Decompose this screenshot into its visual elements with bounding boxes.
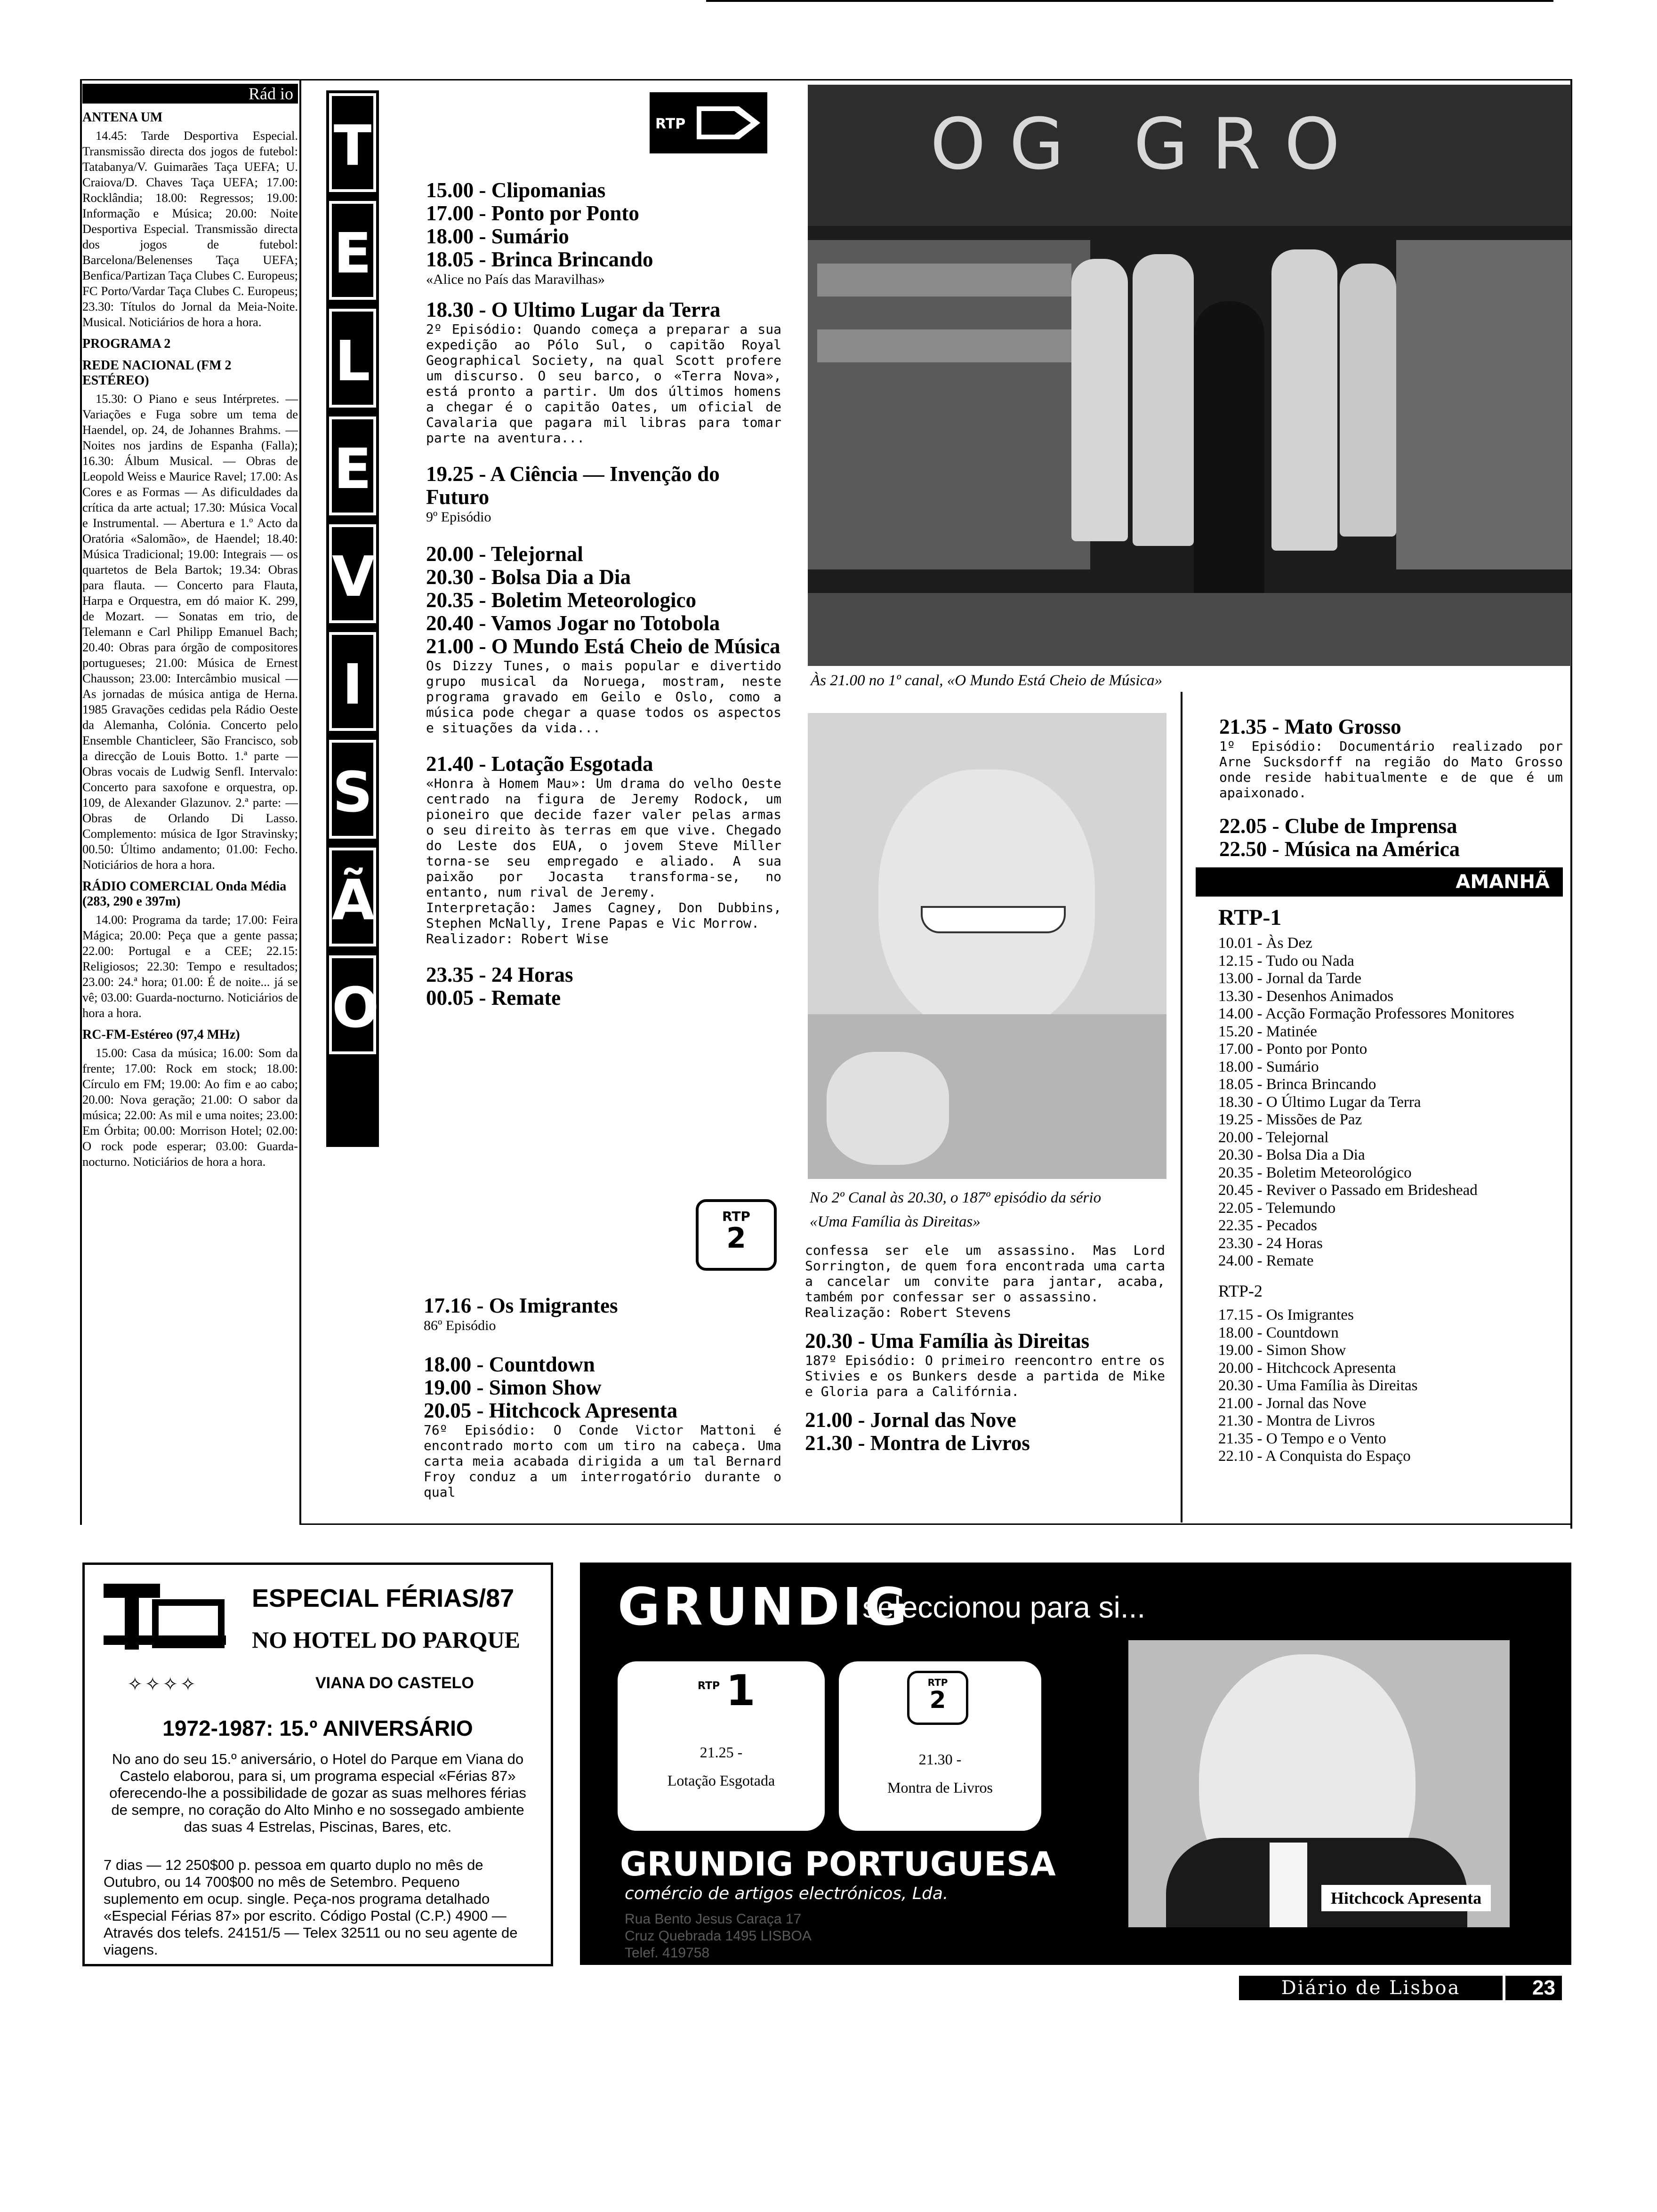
- program-title: 20.30 - Bolsa Dia a Dia: [426, 565, 631, 589]
- schedule-item: 20.00 - Telejornal: [1218, 1129, 1329, 1146]
- program-description: 187º Episódio: O primeiro reencontro entre os Stivies e os Bunkers desde a partida de Mike e Gloria para a Califórnia.: [805, 1353, 1165, 1399]
- band-letter: Ã: [329, 848, 376, 946]
- right-column: [1196, 715, 1563, 1466]
- program-description: confessa ser ele um assassino. Mas Lord Sorrington, de quem fora encontrada uma carta a cancelar um convite para jantar, acaba, também por confessar ser o assassino.: [805, 1242, 1165, 1305]
- schedule-item: 20.45 - Reviver o Passado em Brideshead: [1218, 1182, 1478, 1199]
- radio-column: [82, 84, 298, 1307]
- hotel-ad: [82, 1563, 553, 1966]
- radio-section-title: PROGRAMA 2: [82, 337, 171, 351]
- photo-music-band: [808, 85, 1571, 666]
- program-subtitle: «Alice no País das Maravilhas»: [426, 272, 605, 287]
- schedule-item: 24.00 - Remate: [1218, 1252, 1314, 1269]
- radio-section-text: 15.30: O Piano e seus Intérpretes. — Variações e Fuga sobre um tema de Haendel, op. 24, de Johannes Brahms. — Noites nos jardins de Espanha (Falla); 16.30: Álbum Musical. — Obras de Leopold Weiss e Maurice Ravel; 17.00: As Cores e as Formas — As dificuldades da crítica da arte actual; 17.30: Música Vocal e Instrumental. — Abertura e 1.º Acto da Oratória «Salomão», de Haendel; 18.40: Música Tradicional; 19.00: Integrais — os quartetos de Bela Bartok; 19.34: Obras para flauta. — Concerto para Flauta, Harpa e Orquestra, em dó maior K. 299, de Mozart. — Sonatas em trio, de Telemann e Carl Philipp Emanuel Bach; 20.40: Obras para órgão de compositores portugueses; 21.00: Música de Ernest Chausson; 23.00: Intercâmbio musical — As jornadas de música antiga de Herna. 1985 Gravações cedidas pela Rádio Oeste da Alemanha, Colónia. Concerto pelo Ensemble Chanticleer, São Francisco, sob a direcção de Louis Botto. 1.ª parte — Obras vocais de Ludwig Senfl. Intervalo: Concerto para saxofone e orquestra, op. 109, de Alexander Glazunov. 2.ª parte: — Obras de Orlando Di Lasso. Complemento: música de Igor Stravinsky; 00.50: Último andamento; 01.00: Fecho. Noticiários de hora a hora.: [82, 392, 298, 872]
- program-description: 1º Episódio: Documentário realizado por Arne Sucksdorff na região do Mato Grosso onde reside habitualmente e de que é um apaixonado.: [1219, 738, 1563, 801]
- rtp1-logo-icon: RTP: [650, 92, 767, 153]
- schedule-item: 12.15 - Tudo ou Nada: [1218, 952, 1354, 970]
- hotel-anniversary: 1972-1987: 15.º ANIVERSÁRIO: [162, 1716, 473, 1740]
- program-title: 17.00 - Ponto por Ponto: [426, 201, 639, 225]
- program-title: 00.05 - Remate: [426, 986, 561, 1010]
- program-title: 20.35 - Boletim Meteorologico: [426, 588, 696, 612]
- radio-section-text: 14.00: Programa da tarde; 17.00: Feira Mágica; 20.00: Peça que a gente passa; 22.00: Portugal e a CEE; 22.15: Religiosos; 22.30: Tempo e resultados; 23.00: 24.ª hora; 01.00: É de noite... já se vê; 03.00: Guarda-nocturno. Noticiários de hora a hora.: [82, 913, 298, 1020]
- photo2-caption-line2: «Uma Família às Direitas»: [810, 1213, 981, 1230]
- program-description: 76º Episódio: O Conde Victor Mattoni é encontrado morto com um tiro na cabeça. Uma carta meia acabada dirigida a um tal Bernard Froy conduz a um interrogatório durante o qual: [424, 1422, 781, 1500]
- tv1-time: 21.25 -: [700, 1744, 743, 1761]
- program-title: 19.25 - A Ciência — Invenção do Futuro: [426, 462, 720, 509]
- program-title: 18.30 - O Ultimo Lugar da Terra: [426, 298, 721, 321]
- schedule-item: 19.00 - Simon Show: [1218, 1342, 1346, 1359]
- schedule-item: 18.00 - Countdown: [1218, 1324, 1339, 1341]
- program-title: 20.05 - Hitchcock Apresenta: [424, 1399, 678, 1422]
- program-title: 21.00 - O Mundo Está Cheio de Música: [426, 634, 780, 658]
- rtp2-list: [1218, 1306, 1563, 1466]
- program-title: 23.35 - 24 Horas: [426, 963, 573, 986]
- program-title: 18.00 - Sumário: [426, 224, 569, 248]
- photo2-caption-line1: No 2º Canal às 20.30, o 187º episódio da sério: [810, 1189, 1102, 1206]
- tv-set-rtp1: RTP 1 21.25 - Lotação Esgotada: [618, 1661, 825, 1831]
- grundig-address: Rua Bento Jesus Caraça 17 Cruz Quebrada 1495 LISBOA Telef. 419758: [625, 1911, 812, 1961]
- program-title: 22.05 - Clube de Imprensa: [1219, 814, 1457, 838]
- program-title: 21.00 - Jornal das Nove: [805, 1408, 1016, 1432]
- hotel-ad-title: ESPECIAL FÉRIAS/87: [252, 1584, 515, 1612]
- schedule-item: 13.00 - Jornal da Tarde: [1218, 970, 1362, 987]
- band-letter: O: [329, 955, 376, 1054]
- hotel-ad-subtitle: NO HOTEL DO PARQUE: [252, 1627, 520, 1653]
- rtp2-small-logo-icon: RTP 2: [907, 1671, 968, 1725]
- photo-familia: [808, 713, 1166, 1179]
- program-title: 19.00 - Simon Show: [424, 1376, 602, 1399]
- schedule-item: 21.30 - Montra de Livros: [1218, 1412, 1375, 1429]
- band-letter: E: [329, 201, 376, 300]
- footer-page-number: 23: [1505, 1976, 1562, 2000]
- radio-section-title: REDE NACIONAL (FM 2 ESTÉREO): [82, 358, 232, 388]
- band-letter: T: [329, 93, 376, 192]
- tv2-time: 21.30 -: [918, 1751, 962, 1768]
- rtp1-list: [1218, 935, 1563, 1270]
- program-title: 21.30 - Montra de Livros: [805, 1431, 1030, 1455]
- band-letter: V: [329, 524, 376, 623]
- radio-section-title: RC-FM-Estéreo (97,4 MHz): [82, 1027, 240, 1042]
- band-letter: I: [329, 632, 376, 731]
- rtp1-small-logo-icon: RTP: [698, 1680, 720, 1692]
- program-title: 20.30 - Uma Família às Direitas: [805, 1329, 1090, 1353]
- schedule-item: 17.15 - Os Imigrantes: [1218, 1306, 1354, 1323]
- program-description: «Honra à Homem Mau»: Um drama do velho Oeste centrado na figura de Jeremy Rodock, um pioneiro que decide fazer valer pelas armas o seu direito às terras em que vive. Chegado do Leste dos EUA, o jovem Steve Miller torna-se seu empregado e aliado. A sua paixão por Jocasta transforma-se, no entanto, num rival de Jeremy.: [426, 776, 781, 900]
- program-title: 21.35 - Mato Grosso: [1219, 715, 1401, 738]
- program-subtitle: 9º Episódio: [426, 509, 491, 525]
- schedule-item: 15.20 - Matinée: [1218, 1023, 1317, 1040]
- hotel-logo-icon: [104, 1584, 226, 1650]
- band-letter: L: [329, 309, 376, 408]
- program-director: Realização: Robert Stevens: [805, 1305, 1012, 1320]
- amanha-header: AMANHÃ: [1196, 867, 1563, 897]
- televisao-band: [326, 90, 379, 1147]
- radio-section-text: 14.45: Tarde Desportiva Especial. Transmissão directa dos jogos de futebol: Tatabanya/V. Guimarães Taça UEFA; U. Craiova/D. Chaves Taça UEFA; 17.00: Rocklândia; 18.00: Regressos; 19.00: Informação e Música; 20.00: Noite Desportiva Especial. Transmissão directa dos jogos de futebol: Barcelona/Belenenses Taça UEFA; Benfica/Partizan Taça Clubes C. Europeus; FC Porto/Vardar Taça Clubes C. Europeus; 23.30: Títulos do Jornal da Meia-Noite. Musical. Noticiários de hora a hora.: [82, 128, 298, 329]
- program-description: Os Dizzy Tunes, o mais popular e divertido grupo musical da Noruega, mostram, neste programa gravado em Geilo e Oslo, como a música pode chegar a quase todos os aspectos e situações da vida...: [426, 658, 781, 736]
- hitchcock-caption: Hitchcock Apresenta: [1321, 1885, 1491, 1911]
- schedule-item: 22.10 - A Conquista do Espaço: [1218, 1448, 1411, 1465]
- program-director: Realizador: Robert Wise: [426, 931, 609, 946]
- rtp2-continuation: [805, 1242, 1165, 1455]
- program-title: 22.50 - Música na América: [1219, 837, 1460, 861]
- schedule-item: 20.00 - Hitchcock Apresenta: [1218, 1359, 1396, 1377]
- tv-set-rtp2: [839, 1661, 1041, 1831]
- schedule-item: 22.05 - Telemundo: [1218, 1199, 1336, 1217]
- hotel-offer: 7 dias — 12 250$00 p. pessoa em quarto duplo no mês de Outubro, ou 14 700$00 no mês de Setembro. Pequeno suplemento em ocup. single. Peça-nos programa detalhado «Especial Férias 87» por escrito. Código Postal (C.P.) 4900 — Através dos telefs. 24151/5 — Telex 32511 ou no seu agente de viagens.: [104, 1857, 518, 1958]
- program-title: 20.00 - Telejornal: [426, 542, 583, 566]
- radio-right-rule: [299, 80, 301, 1525]
- schedule-item: 17.00 - Ponto por Ponto: [1218, 1041, 1367, 1058]
- grundig-tagline: seleccionou para si...: [862, 1590, 1146, 1624]
- grundig-company-sub: comércio de artigos electrónicos, Lda.: [625, 1884, 949, 1903]
- schedule-item: 10.01 - Às Dez: [1218, 935, 1312, 952]
- radio-left-rule: [80, 80, 82, 1525]
- band-letter: E: [329, 417, 376, 515]
- radio-section-text: 15.00: Casa da música; 16.00: Som da frente; 17.00: Rock em stock; 18.00: Círculo em FM; 19.00: Ao fim e ao cabo; 20.00: Nova geração; 21.00: O sabor da música; 22.00: As mil e uma noites; 23.00: Em Órbita; 00.00: Morrison Hotel; 02.00: O rock pode esperar; 03.00: Guarda-nocturno. Noticiários de hora a hora.: [82, 1046, 298, 1169]
- rtp1-heading: RTP-1: [1218, 905, 1282, 930]
- schedule-item: 20.30 - Bolsa Dia a Dia: [1218, 1146, 1365, 1163]
- schedule-item: 18.05 - Brinca Brincando: [1218, 1076, 1376, 1093]
- photo-sign-text: OG GRO: [930, 104, 1364, 185]
- schedule-item: 21.35 - O Tempo e o Vento: [1218, 1430, 1386, 1447]
- radio-section-title: ANTENA UM: [82, 110, 163, 125]
- grundig-logo: GRUNDIG: [618, 1577, 910, 1637]
- bottom-section-rule: [299, 1523, 1570, 1525]
- radio-header: Rád io: [82, 84, 298, 104]
- program-title: 18.00 - Countdown: [424, 1353, 595, 1376]
- schedule-item: 23.30 - 24 Horas: [1218, 1234, 1323, 1252]
- schedule-item: 22.35 - Pecados: [1218, 1217, 1317, 1234]
- program-title: 20.40 - Vamos Jogar no Totobola: [426, 611, 720, 635]
- hotel-city: VIANA DO CASTELO: [315, 1674, 474, 1692]
- program-cast: Interpretação: James Cagney, Don Dubbins, Stephen McNally, Irene Papas e Vic Morrow.: [426, 900, 781, 931]
- schedule-item: 13.30 - Desenhos Animados: [1218, 987, 1394, 1005]
- schedule-item: 21.00 - Jornal das Nove: [1218, 1395, 1367, 1412]
- rtp1-program-column: [426, 179, 781, 1010]
- schedule-item: 20.30 - Uma Família às Direitas: [1218, 1377, 1418, 1394]
- tv2-show: Montra de Livros: [887, 1779, 993, 1796]
- top-rule: [80, 79, 1572, 80]
- rtp2-heading: RTP-2: [1218, 1281, 1263, 1300]
- schedule-item: 18.30 - O Último Lugar da Terra: [1218, 1093, 1421, 1111]
- program-title: 18.05 - Brinca Brincando: [426, 248, 653, 271]
- schedule-item: 19.25 - Missões de Paz: [1218, 1111, 1362, 1128]
- program-subtitle: 86º Episódio: [424, 1318, 496, 1333]
- program-title: 15.00 - Clipomanias: [426, 178, 606, 202]
- hotel-body: No ano do seu 15.º aniversário, o Hotel do Parque em Viana do Castelo elaborou, para si, um programa especial «Férias 87» oferecendo-lhe a possibilidade de gozar as suas melhores férias de sempre, no coração do Alto Minho e no sossegado ambiente das suas 4 Estrelas, Piscinas, Bares, etc.: [109, 1751, 526, 1835]
- photo1-caption: Às 21.00 no 1º canal, «O Mundo Está Cheio de Música»: [811, 672, 1163, 689]
- rtp2-logo-icon: RTP 2: [696, 1199, 777, 1271]
- program-title: 21.40 - Lotação Esgotada: [426, 752, 653, 776]
- grundig-ad: [580, 1563, 1571, 1965]
- footer-paper-name: Diário de Lisboa: [1239, 1976, 1503, 2000]
- band-letter: S: [329, 740, 376, 839]
- program-description: 2º Episódio: Quando começa a preparar a sua expedição ao Pólo Sul, o capitão Royal Geographical Society, na qual Scott profere um discurso. O seu barco, o «Terra Nova», está pronto a partir. Um dos últimos homens a chegar é o capitão Oates, um oficial de Cavalaria que pagara mil libras para tomar parte na aventura...: [426, 321, 781, 446]
- column-rule: [1181, 692, 1182, 1523]
- program-title: 17.16 - Os Imigrantes: [424, 1294, 618, 1317]
- schedule-item: 14.00 - Acção Formação Professores Monitores: [1218, 1005, 1514, 1022]
- radio-section-title: RÁDIO COMERCIAL Onda Média (283, 290 e 397m): [82, 879, 287, 909]
- rtp2-program-block: [424, 1294, 781, 1500]
- grundig-company: GRUNDIG PORTUGUESA: [620, 1845, 1056, 1883]
- schedule-item: 18.00 - Sumário: [1218, 1058, 1319, 1075]
- schedule-item: 20.35 - Boletim Meteorológico: [1218, 1164, 1412, 1181]
- photo-hitchcock: [1128, 1640, 1510, 1927]
- tv1-show: Lotação Esgotada: [667, 1772, 775, 1789]
- hotel-stars: ✧✧✧✧: [127, 1674, 198, 1695]
